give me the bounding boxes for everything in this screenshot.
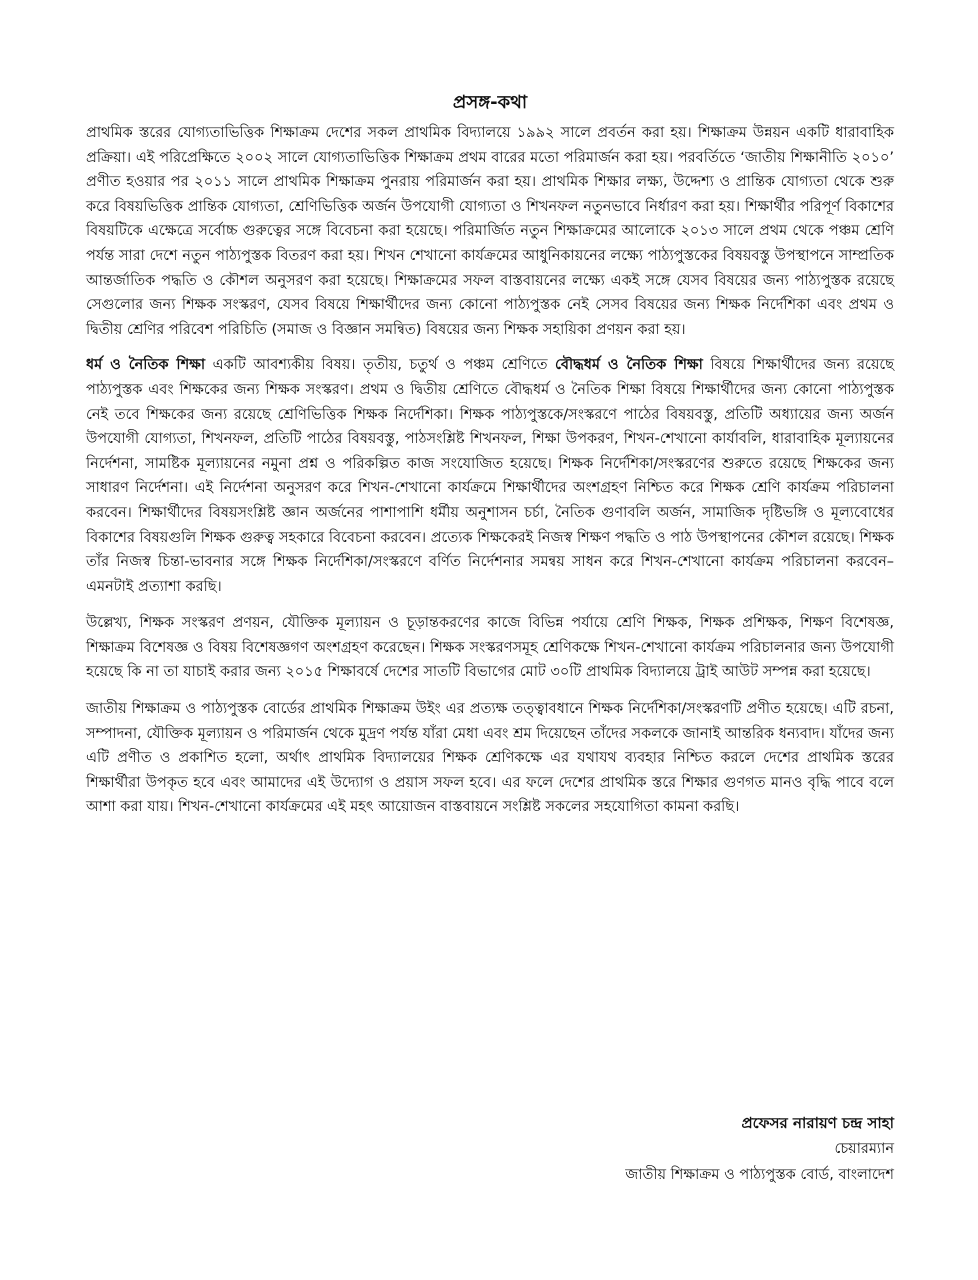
document-page (86, 88, 894, 1268)
signatory-organization: জাতীয় শিক্ষাক্রম ও পাঠ্যপুস্তক বোর্ড, বাংলাদেশ (625, 1167, 894, 1183)
paragraph-curriculum-history: প্রাথমিক স্তরের যোগ্যতাভিত্তিক শিক্ষাক্রম দেশের সকল প্রাথমিক বিদ্যালয়ে ১৯৯২ সালে প্রবর্তন করা হয়। শিক্ষাক্রম উন্নয়ন একটি ধারাবাহিক প্রক্রিয়া। এই পরিপ্রেক্ষিতে ২০০২ সালে যোগ্যতাভিত্তিক শিক্ষাক্রম প্রথম বারের মতো পরিমার্জন করা হয়। পরবর্তিতে ‘জাতীয় শিক্ষানীতি ২০১০’ প্রণীত হওয়ার পর ২০১১ সালে প্রাথমিক শিক্ষাক্রম পুনরায় পরিমার্জন করা হয়। প্রাথমিক শিক্ষার লক্ষ্য, উদ্দেশ্য ও প্রান্তিক যোগ্যতা থেকে শুরু করে বিষয়ভিত্তিক প্রান্তিক যোগ্যতা, শ্রেণিভিত্তিক অর্জন উপযোগী যোগ্যতা ও শিখনফল নতুনভাবে নির্ধারণ করা হয়। শিক্ষার্থীর পরিপূর্ণ বিকাশের বিষয়টিকে এক্ষেত্রে সর্বোচ্চ গুরুত্বের সঙ্গে বিবেচনা করা হয়েছে। পরিমার্জিত নতুন শিক্ষাক্রমের আলোকে ২০১৩ সালে প্রথম থেকে পঞ্চম শ্রেণি পর্যন্ত সারা দেশে নতুন পাঠ্যপুস্তক বিতরণ করা হয়। শিখন শেখানো কার্যক্রমের আধুনিকায়নের লক্ষ্যে পাঠ্যপুস্তকের বিষয়বস্তু উপস্থাপনে সাম্প্রতিক আন্তর্জাতিক পদ্ধতি ও কৌশল অনুসরণ করা হয়েছে। শিক্ষাক্রমের সফল বাস্তবায়নের লক্ষ্যে একই সঙ্গে যেসব বিষয়ের জন্য পাঠ্যপুস্তক রয়েছে সেগুলোর জন্য শিক্ষক সংস্করণ, যেসব বিষয়ে শিক্ষার্থীদের জন্য কোনো পাঠ্যপুস্তক নেই সেসব বিষয়ের জন্য শিক্ষক নির্দেশিকা এবং প্রথম ও দ্বিতীয় শ্রেণির পরিবেশ পরিচিতি (সমাজ ও বিজ্ঞান সমন্বিত) বিষয়ের জন্য শিক্ষক সহায়িকা প্রণয়ন করা হয়। (86, 125, 894, 338)
signature-block (625, 1110, 894, 1188)
paragraph-text: একটি আবশ্যকীয় বিষয়। তৃতীয়, চতুর্থ ও পঞ্চম শ্রেণিতে (205, 357, 556, 374)
page-title: প্রসঙ্গ-কথা (452, 92, 528, 113)
paragraph-acknowledgement: জাতীয় শিক্ষাক্রম ও পাঠ্যপুস্তক বোর্ডের প্রাথমিক শিক্ষাক্রম উইং এর প্রত্যক্ষ তত্ত্বাবধানে শিক্ষক নির্দেশিকা/সংস্করণটি প্রণীত হয়েছে। এটি রচনা, সম্পাদনা, যৌক্তিক মূল্যায়ন ও পরিমার্জন থেকে মুদ্রণ পর্যন্ত যাঁরা মেধা এবং শ্রম দিয়েছেন তাঁদের সকলকে জানাই আন্তরিক ধন্যবাদ। যাঁদের জন্য এটি প্রণীত ও প্রকাশিত হলো, অর্থাৎ প্রাথমিক বিদ্যালয়ের শিক্ষক শ্রেণিকক্ষে এর যথাযথ ব্যবহার নিশ্চিত করলে দেশের প্রাথমিক স্তরের শিক্ষার্থীরা উপকৃত হবে এবং আমাদের এই উদ্যোগ ও প্রয়াস সফল হবে। এর ফলে দেশের প্রাথমিক স্তরে শিক্ষার গুণগত মানও বৃদ্ধি পাবে বলে আশা করা যায়। শিখন-শেখানো কার্যক্রমের এই মহৎ আয়োজন বাস্তবায়নে সংশ্লিষ্ট সকলের সহযোগিতা কামনা করছি। (86, 701, 894, 816)
paragraph-text: বিষয়ে শিক্ষার্থীদের জন্য রয়েছে পাঠ্যপুস্তক এবং শিক্ষকের জন্য শিক্ষক সংস্করণ। প্রথম ও দ্বিতীয় শ্রেণিতে বৌদ্ধধর্ম ও নৈতিক শিক্ষা বিষয়ে শিক্ষার্থীদের জন্য কোনো পাঠ্যপুস্তক নেই তবে শিক্ষকের জন্য রয়েছে শ্রেণিভিত্তিক শিক্ষক নির্দেশিকা। শিক্ষক পাঠ্যপুস্তকে/সংস্করণে পাঠের বিষয়বস্তু, প্রতিটি অধ্যায়ের জন্য অর্জন উপযোগী যোগ্যতা, শিখনফল, প্রতিটি পাঠের বিষয়বস্তু, পাঠসংশ্লিষ্ট শিখনফল, শিক্ষা উপকরণ, শিখন-শেখানো কার্যাবলি, ধারাবাহিক মূল্যায়নের নির্দেশনা, সামষ্টিক মূল্যায়নের নমুনা প্রশ্ন ও পরিকল্পিত কাজ সংযোজিত হয়েছে। শিক্ষক নির্দেশিকা/সংস্করণের শুরুতে রয়েছে শিক্ষকের জন্য সাধারণ নির্দেশনা। এই নির্দেশনা অনুসরণ করে শিখন-শেখানো কার্যক্রমে শিক্ষার্থীদের অংশগ্রহণ নিশ্চিত করে শিক্ষক শ্রেণি কার্যক্রম পরিচালনা করবেন। শিক্ষার্থীদের বিষয়সংশ্লিষ্ট জ্ঞান অর্জনের পাশাপাশি ধর্মীয় অনুশাসন চর্চা, নৈতিক গুণাবলি অর্জন, সামাজিক দৃষ্টিভঙ্গি ও মূল্যবোধের বিকাশের বিষয়গুলি শিক্ষক গুরুত্ব সহকারে বিবেচনা করবেন। প্রত্যেক শিক্ষকেরই নিজস্ব শিক্ষণ পদ্ধতি ও পাঠ উপস্থাপনের কৌশল রয়েছে। শিক্ষক তাঁর নিজস্ব চিন্তা-ভাবনার সঙ্গে শিক্ষক নির্দেশিকা/সংস্করণে বর্ণিত নির্দেশনার সমন্বয় সাধন করে শিখন-শেখানো কার্যক্রম পরিচালনা করবেন– এমনটাই প্রত্যাশা করছি। (86, 357, 895, 595)
paragraph-religion-ethics (86, 353, 894, 599)
bold-subject-name: ধর্ম ও নৈতিক শিক্ষা (86, 357, 206, 374)
bold-book-name: বৌদ্ধধর্ম ও নৈতিক শিক্ষা (555, 357, 703, 374)
signatory-name: প্রফেসর নারায়ণ চন্দ্র সাহা (741, 1114, 894, 1132)
paragraph-tryout: উল্লেখ্য, শিক্ষক সংস্করণ প্রণয়ন, যৌক্তিক মূল্যায়ন ও চূড়ান্তকরণের কাজে বিভিন্ন পর্যায়ে শ্রেণি শিক্ষক, শিক্ষক প্রশিক্ষক, শিক্ষণ বিশেষজ্ঞ, শিক্ষাক্রম বিশেষজ্ঞ ও বিষয় বিশেষজ্ঞগণ অংশগ্রহণ করেছেন। শিক্ষক সংস্করণসমূহ শ্রেণিকক্ষে শিখন-শেখানো কার্যক্রম পরিচালনার জন্য উপযোগী হয়েছে কি না তা যাচাই করার জন্য ২০১৫ শিক্ষাবর্ষে দেশের সাতটি বিভাগের মোট ৩০টি প্রাথমিক বিদ্যালয়ে ট্রাই আউট সম্পন্ন করা হয়েছে। (86, 615, 894, 681)
signatory-designation: চেয়ারম্যান (834, 1141, 894, 1157)
